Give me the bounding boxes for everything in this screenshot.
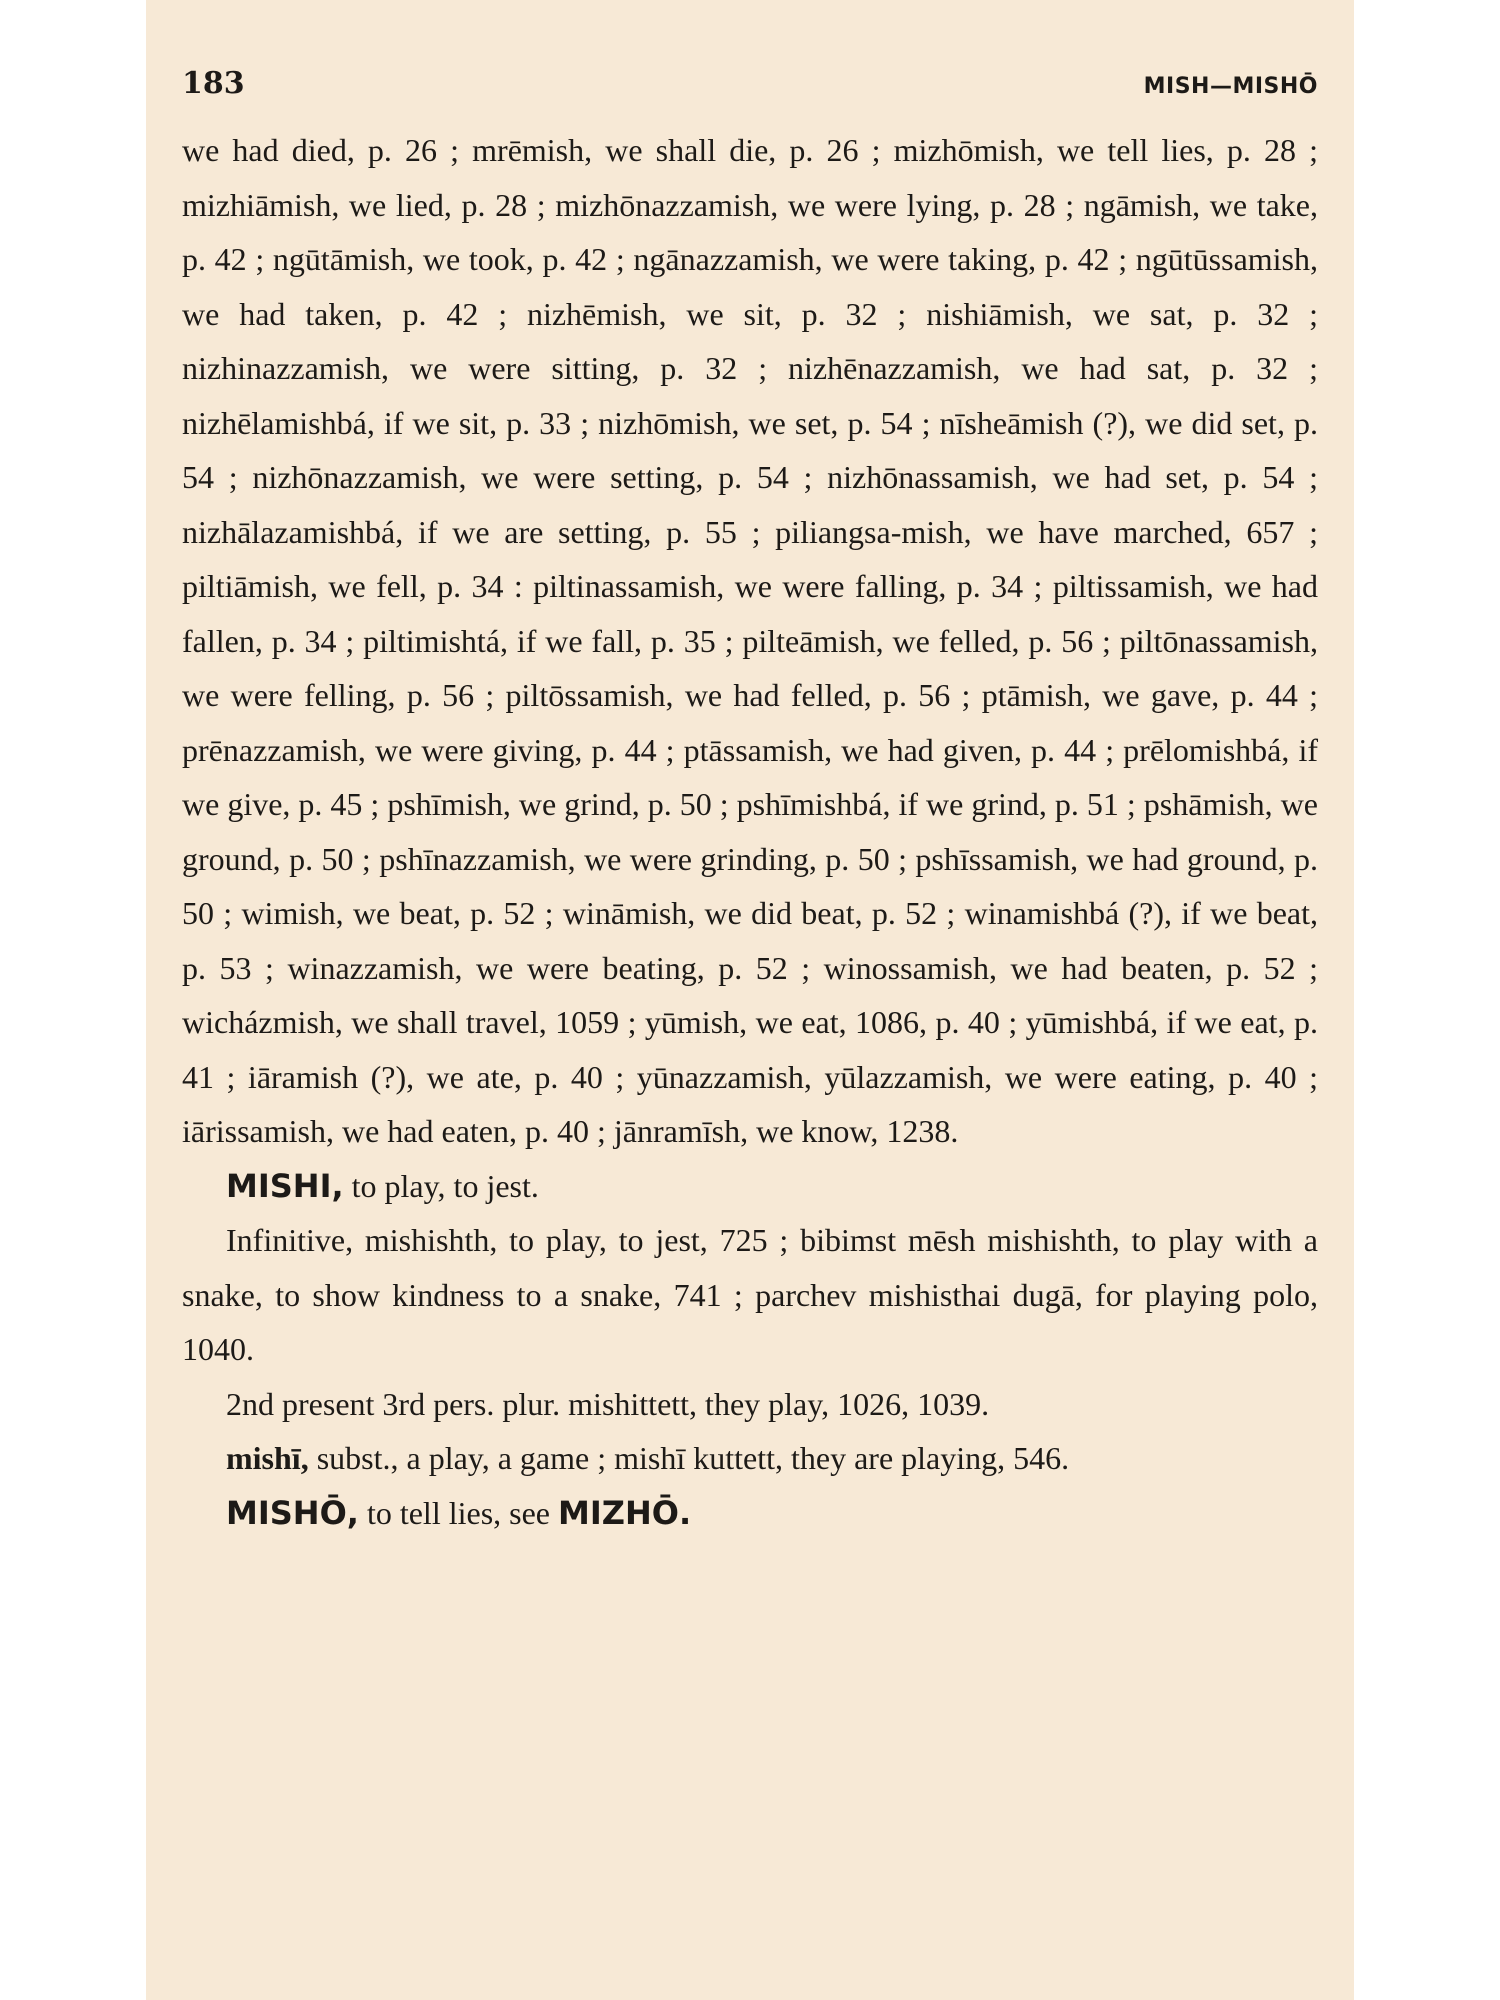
present-paragraph: 2nd present 3rd pers. plur. mishittett, they play, 1026, 1039. xyxy=(226,1385,990,1422)
headword-mishi: MISHI, xyxy=(226,1166,344,1205)
mishi-gloss: to play, to jest. xyxy=(343,1167,539,1204)
running-head xyxy=(182,66,1318,101)
entry-misho xyxy=(226,1486,1318,1541)
header-title: MISH—MISHŌ xyxy=(1143,74,1318,99)
continuation-paragraph: we had died, p. 26 ; mrēmish, we shall die, p. 26 ; mizhōmish, we tell lies, p. 28 ; mizhiāmish, we lied, p. 28 ; mizhōnazzamish, we were lying, p. 28 ; ngāmish, we take, p. 42 ; ngūtāmish, we took, p. 42 ; ngānazzamish, we were taking, p. 42 ; ngūtūssamish, we had taken, p. 42 ; nizhēmish, we sit, p. 32 ; nishiāmish, we sat, p. 32 ; nizhinazzamish, we were sitting, p. 32 ; nizhēnazzamish, we had sat, p. 32 ; nizhēlamishbá, if we sit, p. 33 ; nizhōmish, we set, p. 54 ; nīsheāmish (?), we did set, p. 54 ; nizhōnazzamish, we were setting, p. 54 ; nizhōnassamish, we had set, p. 54 ; nizhālazamishbá, if we are setting, p. 55 ; piliangsa-mish, we have marched, 657 ; piltiāmish, we fell, p. 34 : piltinassamish, we were falling, p. 34 ; piltissamish, we had fallen, p. 34 ; piltimishtá, if we fall, p. 35 ; pilteāmish, we felled, p. 56 ; piltōnassamish, we were felling, p. 56 ; piltōssamish, we had felled, p. 56 ; ptāmish, we gave, p. 44 ; prēnazzamish, we were giving, p. 44 ; ptāssamish, we had given, p. 44 ; prēlomishbá, if we give, p. 45 ; pshīmish, we grind, p. 50 ; pshīmishbá, if we grind, p. 51 ; pshāmish, we ground, p. 50 ; pshīnazzamish, we were grinding, p. 50 ; pshīssamish, we had ground, p. 50 ; wimish, we beat, p. 52 ; wināmish, we did beat, p. 52 ; winamishbá (?), if we beat, p. 53 ; winazzamish, we were beating, p. 52 ; winossamish, we had beaten, p. 52 ; wicházmish, we shall travel, 1059 ; yūmish, we eat, 1086, p. 40 ; yūmishbá, if we eat, p. 41 ; iāramish (?), we ate, p. 40 ; yūnazzamish, yūlazzamish, we were eating, p. 40 ; iārissamish, we had eaten, p. 40 ; jānramīsh, we know, 1238. xyxy=(182,132,1318,1149)
book-page xyxy=(146,0,1354,2000)
misho-text: to tell lies, see xyxy=(358,1494,558,1531)
subst-text: subst., a play, a game ; mishī kuttett, they are playing, 546. xyxy=(308,1440,1070,1476)
entry-subst-mishi xyxy=(226,1431,1318,1486)
infinitive-paragraph: Infinitive, mishishth, to play, to jest, 725 ; bibimst mēsh mishishth, to play with a snake, to show kindness to a snake, 741 ; parchev mishisthai dugā, for playing polo, 1040. xyxy=(182,1222,1318,1367)
page-number: 183 xyxy=(182,66,245,101)
misho-cross-ref: MIZHŌ. xyxy=(558,1493,692,1532)
subst-word: mishī, xyxy=(226,1440,309,1476)
entry-mishi xyxy=(226,1159,1318,1214)
headword-misho: MISHŌ, xyxy=(226,1493,359,1532)
